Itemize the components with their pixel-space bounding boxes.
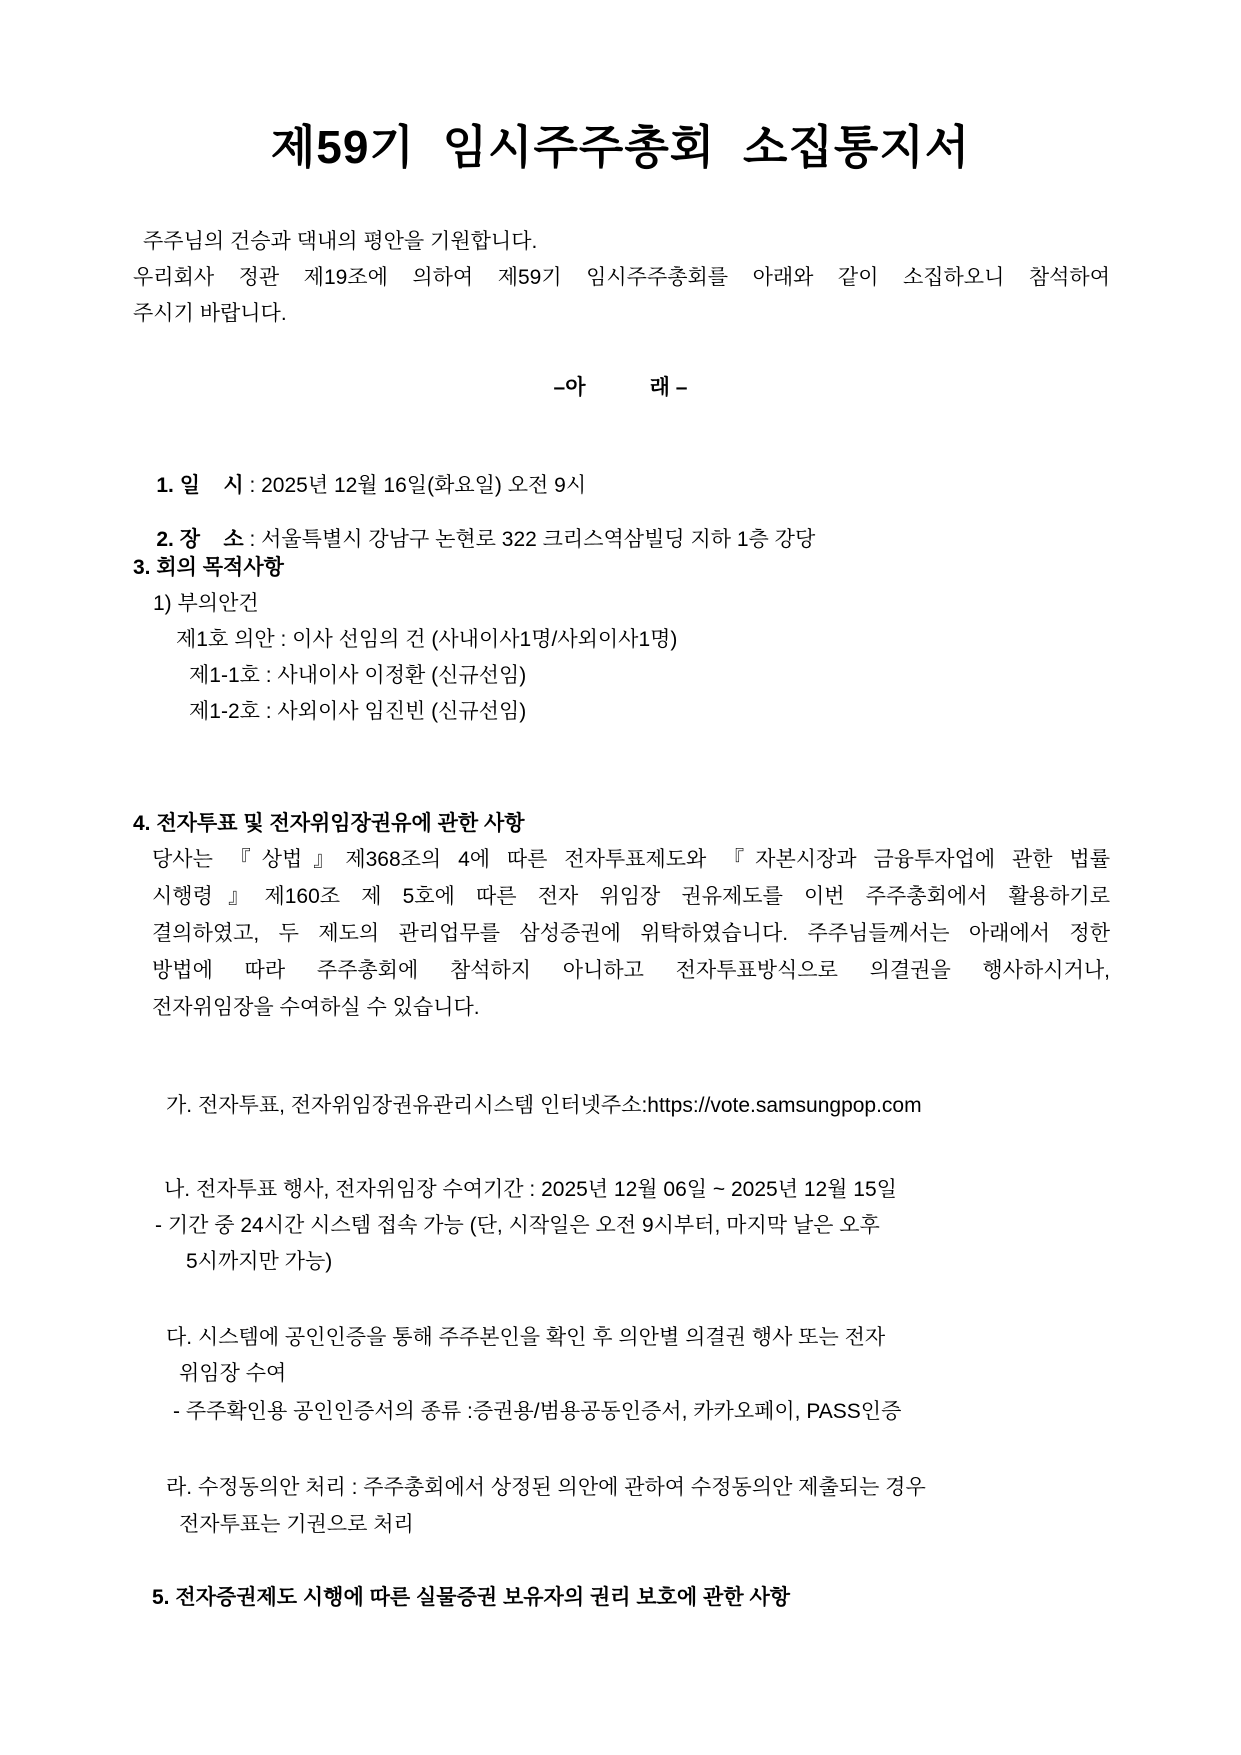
intro-greeting-line: 주주님의 건승과 댁내의 평안을 기원합니다.	[143, 230, 538, 253]
section4-item-ga: 가. 전자투표, 전자위임장권유관리시스템 인터넷주소:https://vote.samsungpop.com	[166, 1094, 922, 1117]
meeting-purpose-heading: 3. 회의 목적사항	[133, 556, 284, 579]
intro-body-line-1: 우리회사 정관 제19조에 의하여 제59기 임시주주총회를 아래와 같이 소집하오니 참석하여	[133, 266, 1110, 289]
agenda-item-1-2: 제1-2호 : 사외이사 임진빈 (신규선임)	[189, 700, 527, 723]
section4-item-da: 다. 시스템에 공인인증을 통해 주주본인을 확인 후 의안별 의결권 행사 또는 전자	[166, 1326, 886, 1349]
divider-araee-heading: –아 래 –	[553, 376, 688, 399]
meeting-place-label: 2. 장 소	[156, 528, 244, 551]
section4-item-da-cont: 위임장 수여	[179, 1362, 287, 1385]
meeting-place-value: : 서울특별시 강남구 논현로 322 크리스역삼빌딩 지하 1층 강당	[243, 528, 816, 551]
section4-paragraph-line-2: 시행령』제160조 제 5호에 따른 전자 위임장 권유제도를 이번 주주총회에서 활용하기로	[152, 885, 1110, 908]
section4-paragraph-line-3: 결의하였고, 두 제도의 관리업무를 삼성증권에 위탁하였습니다. 주주님들께서는 아래에서 정한	[152, 922, 1110, 945]
section5-heading: 5. 전자증권제도 시행에 따른 실물증권 보유자의 권리 보호에 관한 사항	[152, 1586, 791, 1609]
meeting-date-value: : 2025년 12월 16일(화요일) 오전 9시	[243, 474, 587, 497]
section4-item-na-sub-1: - 기간 중 24시간 시스템 접속 가능 (단, 시작일은 오전 9시부터, 마지막 날은 오후	[155, 1214, 880, 1237]
meeting-date-label: 1. 일 시	[156, 474, 244, 497]
section4-item-na: 나. 전자투표 행사, 전자위임장 수여기간 : 2025년 12월 06일 ~ 2025년 12월 15일	[164, 1178, 897, 1201]
section4-item-na-sub-2: 5시까지만 가능)	[186, 1250, 333, 1273]
agenda-item-1: 제1호 의안 : 이사 선임의 건 (사내이사1명/사외이사1명)	[176, 628, 678, 651]
page-title: 제59기 임시주주총회 소집통지서	[270, 121, 971, 173]
section4-heading: 4. 전자투표 및 전자위임장권유에 관한 사항	[133, 812, 525, 835]
section4-item-da-sub: - 주주확인용 공인인증서의 종류 :증권용/범용공동인증서, 카카오페이, PASS인증	[173, 1400, 902, 1423]
intro-body-line-2: 주시기 바랍니다.	[133, 302, 287, 325]
section4-item-ra-cont: 전자투표는 기권으로 처리	[179, 1513, 414, 1536]
section4-paragraph-line-1: 당사는 『상법』제368조의 4에 따른 전자투표제도와 『자본시장과 금융투자업에 관한 법률	[152, 848, 1110, 871]
agenda-sub-label: 1) 부의안건	[153, 592, 259, 615]
section4-paragraph-line-5: 전자위임장을 수여하실 수 있습니다.	[152, 996, 480, 1019]
section4-item-ra: 라. 수정동의안 처리 : 주주총회에서 상정된 의안에 관하여 수정동의안 제출되는 경우	[166, 1476, 926, 1499]
section4-paragraph-line-4: 방법에 따라 주주총회에 참석하지 아니하고 전자투표방식으로 의결권을 행사하시거나,	[152, 959, 1110, 982]
agenda-item-1-1: 제1-1호 : 사내이사 이정환 (신규선임)	[189, 664, 527, 687]
